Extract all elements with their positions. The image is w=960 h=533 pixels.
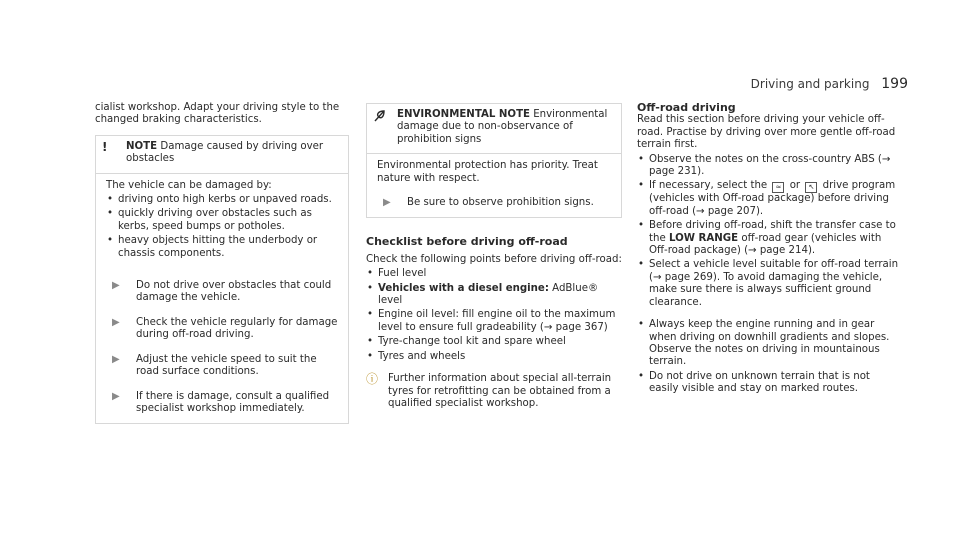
note-label: NOTE bbox=[126, 140, 158, 152]
step-text: Adjust the vehicle speed to suit the road surface conditions. bbox=[136, 353, 317, 378]
incline-mode-icon: ↖ bbox=[805, 182, 817, 193]
list-item: • Select a vehicle level suitable for off-road terrain (→ page 269). To avoid damaging the vehicle, make sure there is always sufficient ground clearance. bbox=[637, 259, 899, 309]
environment-note-text: Environmental protection has priority. Treat nature with respect. bbox=[377, 160, 598, 184]
list-item: • Tyres and wheels bbox=[366, 351, 622, 363]
list-item: • heavy objects hitting the underbody or chassis components. bbox=[106, 235, 340, 260]
list-item: • driving onto high kerbs or unpaved roads. bbox=[106, 194, 340, 206]
list-item bbox=[637, 220, 899, 257]
step-text: Do not drive over obstacles that could damage the vehicle. bbox=[136, 280, 332, 304]
note-step bbox=[106, 317, 340, 342]
note-body-intro: The vehicle can be damaged by: bbox=[106, 179, 272, 191]
diesel-label: Vehicles with a diesel engine: bbox=[378, 282, 549, 294]
environment-note-title-wrap bbox=[397, 109, 615, 146]
leaf-icon bbox=[373, 109, 397, 146]
step-arrow-icon: ▶ bbox=[112, 280, 120, 292]
note-body bbox=[96, 174, 348, 424]
checklist-bullets bbox=[366, 268, 622, 363]
off-road-bullets bbox=[637, 154, 899, 396]
note-header bbox=[96, 136, 348, 173]
list-item bbox=[637, 180, 899, 218]
environment-note-title: Environmental damage due to non-observance of prohibition signs bbox=[397, 109, 608, 145]
low-range-label: LOW RANGE bbox=[668, 232, 739, 244]
list-item: • Observe the notes on the cross-country ABS (→ page 231). bbox=[637, 154, 899, 179]
transfer-text-pre: Before driving off-road, shift the transfer case to the bbox=[649, 220, 896, 244]
page-header bbox=[751, 76, 908, 92]
note-step bbox=[106, 391, 340, 416]
leaf-glyph-icon bbox=[373, 109, 387, 123]
step-arrow-icon: ▶ bbox=[112, 353, 120, 365]
note-title: Damage caused by driving over obstacles bbox=[126, 140, 324, 165]
note-step bbox=[106, 280, 340, 305]
intro-text: cialist workshop. Adapt your driving style to the changed braking characteristics. bbox=[95, 102, 340, 126]
environment-note-body bbox=[367, 154, 621, 217]
list-item bbox=[366, 283, 622, 308]
environment-note-header bbox=[367, 104, 621, 153]
transfer-text-post: off-road gear (vehicles with Off-road package) (→ page 214). bbox=[649, 232, 882, 257]
checklist-intro: Check the following points before driving off-road: bbox=[366, 253, 622, 265]
step-arrow-icon: ▶ bbox=[383, 197, 391, 209]
step-arrow-icon: ▶ bbox=[112, 316, 120, 328]
note-step bbox=[106, 354, 340, 379]
environment-note-box bbox=[366, 103, 622, 218]
list-item: • Tyre-change tool kit and spare wheel bbox=[366, 336, 622, 348]
step-text: If there is damage, consult a qualified specialist workshop immediately. bbox=[136, 390, 330, 414]
diesel-text: AdBlue® level bbox=[378, 282, 599, 307]
info-text: Further information about special all-terrain tyres for retrofitting can be obtained from a qualified specialist workshop. bbox=[388, 373, 612, 409]
warning-icon: ! bbox=[102, 139, 108, 154]
step-arrow-icon: ▶ bbox=[112, 390, 120, 402]
info-note bbox=[366, 373, 622, 410]
note-bullets bbox=[106, 194, 340, 260]
column-2 bbox=[366, 103, 622, 410]
section-title: Driving and parking bbox=[750, 77, 870, 91]
column-1 bbox=[95, 102, 349, 424]
terrain-mode-icon: ≈ bbox=[772, 182, 784, 193]
list-item: • Engine oil level: fill engine oil to the maximum level to ensure full gradeability (→ page 367) bbox=[366, 309, 622, 334]
column-3 bbox=[637, 102, 899, 396]
step-text: Be sure to observe prohibition signs. bbox=[407, 197, 594, 209]
page-number: 199 bbox=[881, 76, 908, 92]
checklist-heading: Checklist before driving off-road bbox=[366, 235, 568, 249]
note-box bbox=[95, 135, 349, 425]
drive-text-or: or bbox=[789, 180, 801, 192]
step-text: Check the vehicle regularly for damage during off-road driving. bbox=[136, 316, 338, 341]
section-heading: Off-road driving bbox=[637, 101, 736, 114]
environment-note-label: ENVIRONMENTAL NOTE bbox=[397, 109, 530, 120]
drive-text-pre: If necessary, select the bbox=[649, 180, 768, 192]
list-item: • Fuel level bbox=[366, 268, 622, 280]
list-item: • Do not drive on unknown terrain that is not easily visible and stay on marked routes. bbox=[637, 371, 899, 396]
section-intro: Read this section before driving your vehicle off-road. Practise by driving over more gentle off-road terrain first. bbox=[637, 114, 896, 151]
info-icon: ⓘ bbox=[366, 372, 379, 387]
drive-text-post: drive program (vehicles with Off-road package) before driving off-road (→ page 207). bbox=[649, 180, 896, 217]
list-item: • quickly driving over obstacles such as kerbs, speed bumps or potholes. bbox=[106, 208, 340, 233]
list-item: • Always keep the engine running and in gear when driving on downhill gradients and slopes. Observe the notes on driving in mountainous terrain. bbox=[637, 319, 899, 369]
note-title-wrap bbox=[126, 141, 342, 166]
environment-note-step bbox=[377, 197, 613, 209]
